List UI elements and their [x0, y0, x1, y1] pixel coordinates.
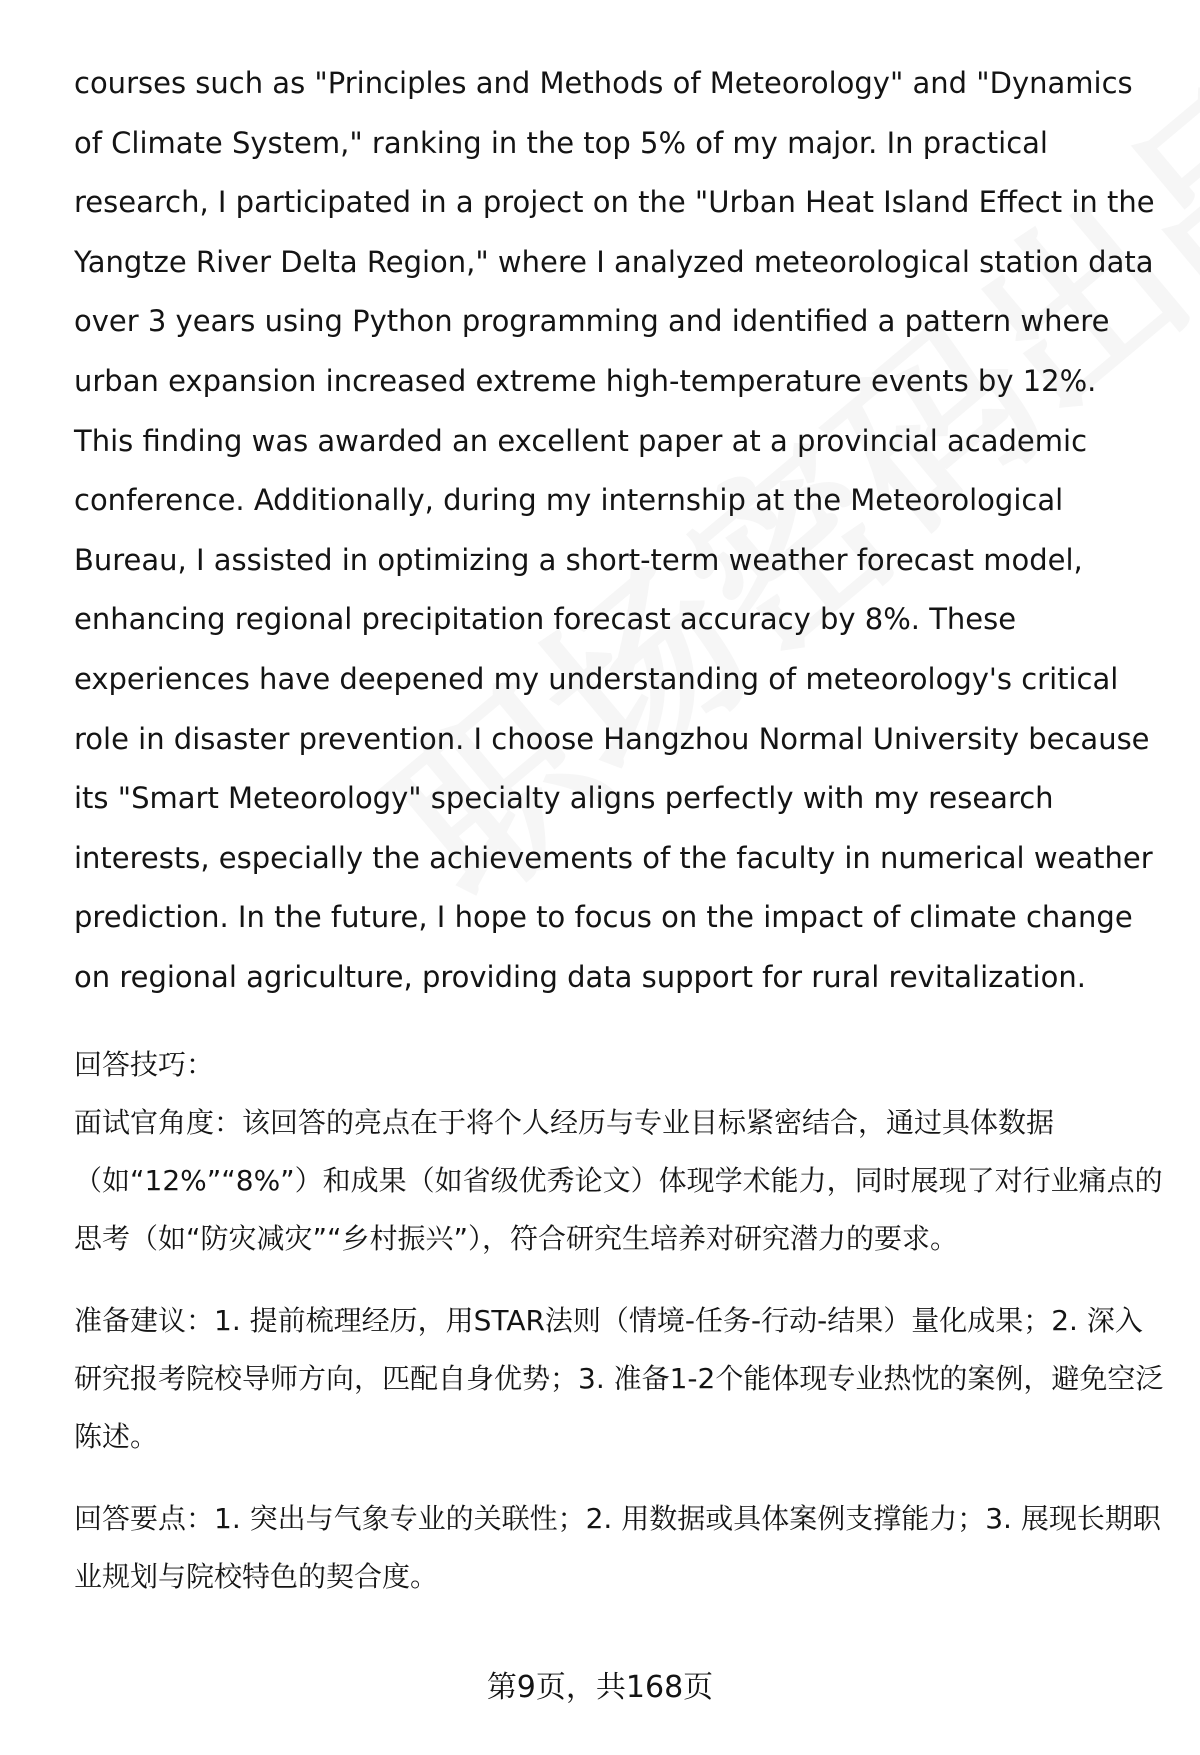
preparation-advice-paragraph: 准备建议：1. 提前梳理经历，用STAR法则（情境-任务-行动-结果）量化成果；2. 深入研究报考院校导师方向，匹配自身优势；3. 准备1-2个能体现专业热忱的案例，避免空泛陈述。 — [74, 1303, 1164, 1453]
page-number: 第9页，共168页 — [486, 1670, 714, 1705]
key-points-paragraph: 回答要点：1. 突出与气象专业的关联性；2. 用数据或具体案例支撑能力；3. 展现长期职业规划与院校特色的契合度。 — [74, 1501, 1161, 1593]
interviewer-view-paragraph: 面试官角度：该回答的亮点在于将个人经历与专业目标紧密结合，通过具体数据（如“12%”“8%”）和成果（如省级优秀论文）体现学术能力，同时展现了对行业痛点的思考（如“防灾减灾”“乡村振兴”），符合研究生培养对研究潜力的要求。 — [74, 1105, 1163, 1255]
english-answer-paragraph: courses such as "Principles and Methods of Meteorology" and "Dynamics of Climate System," ranking in the top 5% of my major. In practical research, I participated in a project on the "Urban Heat Island Effect in the Yangtze River Delta Region," where I analyzed meteorological station data over 3 years using Python programming and identified a pattern where urban expansion increased extreme high-temperature events by 12%. This finding was awarded an excellent paper at a provincial academic conference. Additionally, during my internship at the Meteorological Bureau, I assisted in optimizing a short-term weather forecast model, enhancing regional precipitation forecast accuracy by 8%. These experiences have deepened my understanding of meteorology's critical role in disaster prevention. I choose Hangzhou Normal University because its "Smart Meteorology" specialty aligns perfectly with my research interests, especially the achievements of the faculty in numerical weather prediction. In the future, I hope to focus on the impact of climate change on regional agriculture, providing data support for rural revitalization. — [74, 66, 1155, 994]
page-content — [74, 54, 1164, 1606]
tips-heading: 回答技巧： — [74, 1047, 215, 1081]
